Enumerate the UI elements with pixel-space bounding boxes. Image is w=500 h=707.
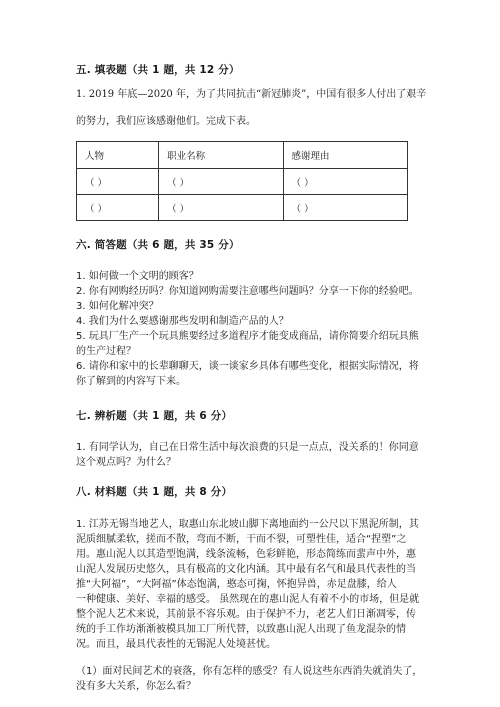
question-6-4: 4. 我们为什么要感谢那些发明和制造产品的人？ <box>76 316 289 327</box>
section-8-title: 八. 材料题（共 1 题，共 8 分） <box>76 486 233 498</box>
material-line: 1. 江苏无锡当地艺人，取惠山东北坡山脚下离地面约一公尺以下黑泥所制，其 <box>76 519 419 530</box>
question-6-1: 1. 如何做一个文明的顾客？ <box>76 271 199 282</box>
table-cell-blank[interactable]: （ ） <box>77 195 159 221</box>
section-7-title: 七. 辨析题（共 1 题，共 6 分） <box>76 410 233 422</box>
question-7-1-line-1: 1. 有同学认为，自己在日常生活中每次浪费的只是一点点，没关系的！你同意 <box>76 442 419 453</box>
question-6-2: 2. 你有网购经历吗？你知道网购需要注意哪些问题吗？分享一下你的经验吧。 <box>76 286 419 297</box>
table-header-occupation: 职业名称 <box>159 142 283 169</box>
question-5-1-line-1: 1. 2019 年底—2020 年，为了共同抗击“新冠肺炎”，中国有很多人付出了艰辛 <box>76 89 427 100</box>
table-header-person: 人物 <box>77 142 159 169</box>
table-cell-blank[interactable]: （ ） <box>283 169 407 195</box>
material-line: 统的手工作坊渐渐被模具加工厂所代替，以致惠山泥人出现了鱼龙混杂的情 <box>76 624 406 635</box>
table-row <box>77 169 408 195</box>
material-line: 一种健康、美好、幸福的感受。 虽然现在的惠山泥人有着不小的市场，但是就 <box>76 594 420 605</box>
table-cell-blank[interactable]: （ ） <box>77 169 159 195</box>
material-line: 整个泥人艺术来说，其前景不容乐观。由于保护不力，老艺人们日渐凋零，传 <box>76 609 416 620</box>
section-6-title: 六. 简答题（共 6 题，共 35 分） <box>76 239 240 251</box>
section-5-title: 五. 填表题（共 1 题，共 12 分） <box>76 64 240 76</box>
material-line: 用。惠山泥人以其造型饱满，线条流畅，色彩鲜艳，形态简练而蜚声中外，惠 <box>76 549 416 560</box>
sub-question-1-line-1: （1）面对民间艺术的衰落，你有怎样的感受？有人说这些东西消失就消失了， <box>76 666 423 677</box>
table-header-reason: 感谢理由 <box>283 142 407 169</box>
table-header-row <box>77 142 408 169</box>
question-5-1-line-2: 的努力，我们应该感谢他们。完成下表。 <box>76 116 256 127</box>
fill-in-table <box>76 141 408 221</box>
material-line: 况。而且，最具代表性的无锡泥人处境甚忧。 <box>76 639 276 650</box>
material-line: 推“大阿福”，“大阿福”体态饱满，憨态可掬，怀抱异兽，赤足盘膝，给人 <box>76 579 397 590</box>
table-cell-blank[interactable]: （ ） <box>159 195 283 221</box>
sub-question-1-line-2: 没有多大关系，你怎么看？ <box>76 681 196 692</box>
material-line: 泥质细腻柔软，搓而不散，弯而不断，干而不裂，可塑性佳，适合“捏塑”之 <box>76 534 407 545</box>
material-line: 山泥人发展历史悠久，具有极高的文化内涵。其中最有名气和最具代表性的当 <box>76 564 416 575</box>
question-7-1-line-2: 这个观点吗？为什么？ <box>76 457 176 468</box>
question-6-3: 3. 如何化解冲突？ <box>76 301 159 312</box>
table-cell-blank[interactable]: （ ） <box>159 169 283 195</box>
question-6-5-line-1: 5. 玩具厂生产一个玩具熊要经过多道程序才能变成商品，请你简要介绍玩具熊 <box>76 331 419 342</box>
question-6-6-line-1: 6. 请你和家中的长辈聊聊天，谈一谈家乡具体有哪些变化，根据实际情况，将 <box>76 361 419 372</box>
table-row <box>77 195 408 221</box>
question-6-6-line-2: 你了解到的内容写下来。 <box>76 376 186 387</box>
question-6-5-line-2: 的生产过程？ <box>76 346 136 357</box>
table-cell-blank[interactable]: （ ） <box>283 195 407 221</box>
